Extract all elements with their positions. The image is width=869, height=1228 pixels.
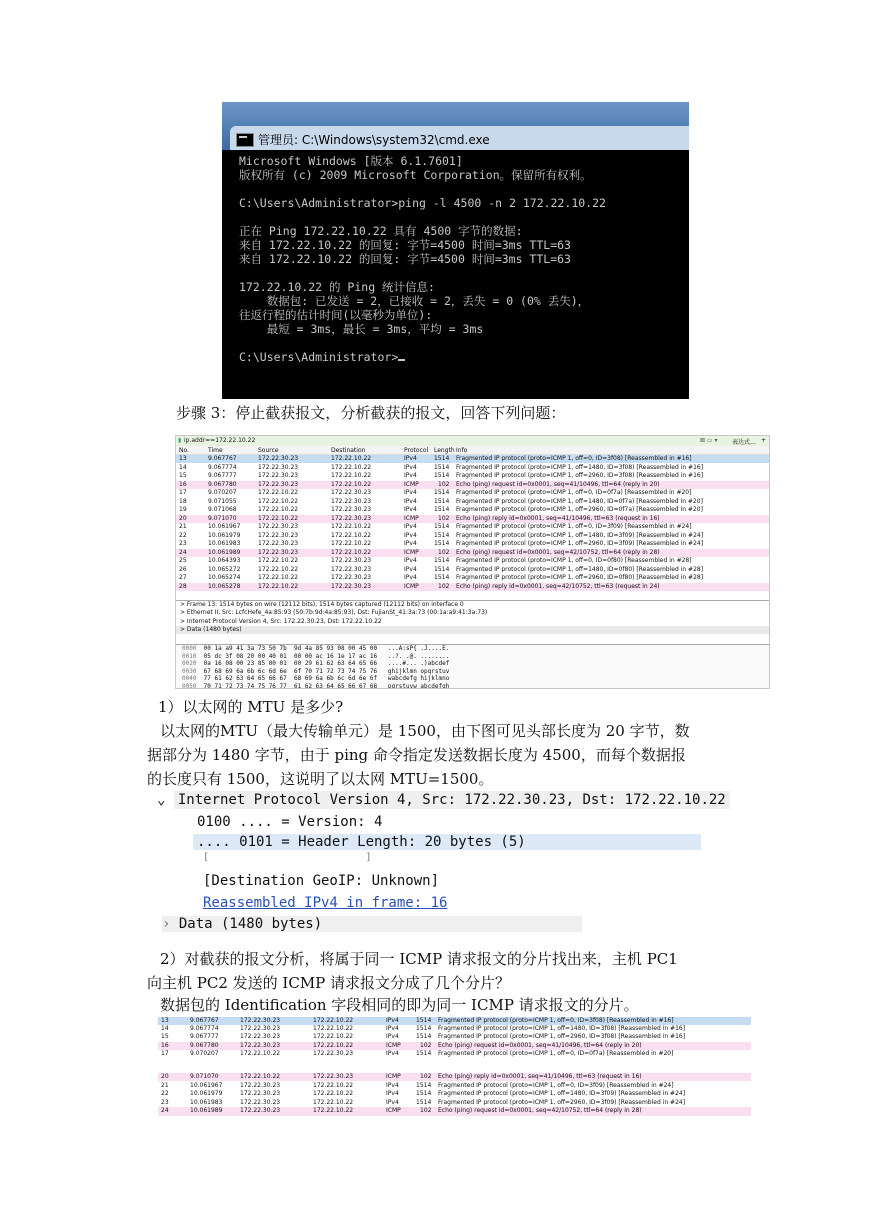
packet-dst: 172.22.10.22 [331,540,372,547]
hex-offset: 0010 [182,652,197,660]
packet-time: 9.067774 [208,463,237,471]
hex-ascii: wabcdefg hijklmno [377,675,450,683]
packet-time: 9.067774 [190,1025,219,1033]
packet-dst: 172.22.10.22 [313,1033,354,1041]
packet-no: 18 [179,497,187,505]
packet-src: 172.22.30.23 [258,540,299,547]
packet-len: 102 [438,548,450,556]
cmd-title: 管理员: C:\Windows\system32\cmd.exe [258,133,490,147]
packet-time: 9.070207 [190,1049,219,1057]
packet-proto: IPv4 [404,574,417,581]
packet-row[interactable] [158,1017,751,1025]
packet-no: 25 [179,557,187,564]
packet-len: 1514 [434,506,450,513]
ip-detail-zoom [157,790,726,940]
packet-row[interactable] [158,1050,751,1058]
detail-row[interactable]: > Internet Protocol Version 4, Src: 172.22.30.23, Dst: 172.22.10.22 [180,617,382,625]
packet-dst: 172.22.10.22 [313,1098,354,1106]
column-header[interactable]: Destination [331,447,366,454]
cmd-line: 最短 = 3ms，最长 = 3ms，平均 = 3ms [239,322,484,336]
packet-proto: ICMP [404,582,419,590]
cmd-line: 正在 Ping 172.22.10.22 具有 4500 字节的数据: [239,224,523,238]
packet-no: 17 [179,489,187,496]
packet-time: 9.071068 [208,506,237,513]
packet-src: 172.22.30.23 [258,480,299,488]
hex-row [176,645,769,653]
packet-row[interactable] [158,1073,751,1081]
cmd-line: 来自 172.22.10.22 的回复: 字节=4500 时间=3ms TTL=63 [239,252,571,266]
packet-no: 23 [161,1098,169,1106]
packet-info: Fragmented IP protocol (proto=ICMP 1, off=0, ID=3f09) [Reassembled in #24] [438,1081,674,1089]
packet-src: 172.22.30.23 [258,523,299,530]
packet-row[interactable] [176,489,769,497]
cmd-line: 版权所有 (c) 2009 Microsoft Corporation。保留所有权利。 [239,168,592,182]
hex-row [176,668,769,676]
packet-dst: 172.22.10.22 [331,463,372,471]
packet-len: 1514 [434,540,450,547]
packet-dst: 172.22.10.22 [313,1025,354,1033]
hex-ascii: ...A:sP{ .J....E. [377,645,450,652]
reassembled-link[interactable]: Reassembled IPv4 in frame: 16 [203,895,448,911]
question-1: 1）以太网的 MTU 是多少? [158,698,344,716]
packet-time: 10.065274 [208,574,241,581]
packet-row[interactable] [176,515,769,523]
packet-time: 9.071055 [208,497,237,505]
packet-dst: 172.22.10.22 [331,548,372,556]
packet-no: 14 [179,463,187,471]
packet-len: 1514 [434,523,450,530]
packet-info: Fragmented IP protocol (proto=ICMP 1, off=0, ID=0f7a) [Reassembled in #20] [438,1049,674,1057]
cmd-line: C:\Users\Administrator>ping -l 4500 -n 2 172.22.10.22 [239,196,606,210]
capture-excerpt [158,1015,751,1118]
packet-no: 16 [179,480,187,488]
packet-row[interactable] [158,1042,751,1050]
packet-info: Echo (ping) request id=0x0001, seq=41/10496, ttl=64 (reply in 20) [456,480,660,488]
hex-row [176,653,769,661]
packet-dst: 172.22.10.22 [313,1081,354,1089]
packet-len: 1514 [434,565,450,573]
packet-len: 1514 [434,557,450,564]
packet-time: 9.067780 [208,480,237,488]
packet-proto: IPv4 [386,1090,399,1098]
hex-offset: 0040 [182,675,197,683]
packet-dst: 172.22.30.23 [331,497,372,505]
packet-proto: IPv4 [404,472,417,479]
packet-info: Fragmented IP protocol (proto=ICMP 1, off=0, ID=0f7a) [Reassembled in #20] [456,489,692,496]
cmd-line: C:\Users\Administrator> [239,350,606,364]
packet-info: Echo (ping) reply id=0x0001, seq=41/10496, ttl=63 (request in 16) [456,514,660,522]
column-header[interactable]: Time [208,447,223,454]
packet-src: 172.22.30.23 [258,548,299,556]
hex-row [176,675,769,683]
packet-row[interactable] [176,532,769,540]
packet-proto: IPv4 [404,463,417,471]
cmd-line: 172.22.10.22 的 Ping 统计信息: [239,280,435,294]
packet-dst: 172.22.10.22 [331,480,372,488]
packet-len: 1514 [416,1049,432,1057]
packet-src: 172.22.10.22 [258,574,299,581]
packet-row[interactable] [176,464,769,472]
packet-time: 9.071070 [208,514,237,522]
packet-row[interactable] [176,455,769,463]
packet-time: 10.061967 [208,523,241,530]
packet-info: Echo (ping) request id=0x0001, seq=42/10752, ttl=64 (reply in 28) [438,1107,642,1115]
packet-row[interactable] [176,557,769,565]
packet-row[interactable] [176,583,769,591]
packet-no: 24 [179,548,187,556]
packet-len: 102 [420,1041,432,1049]
hex-bytes: 67 68 69 6a 6b 6c 6d 6e 6f 70 71 72 73 74 75 76 [196,667,378,675]
packet-row[interactable] [176,549,769,557]
packet-len: 1514 [434,489,450,496]
packet-info: Fragmented IP protocol (proto=ICMP 1, off=1480, ID=3f08) [Reassembled in #16] [438,1025,686,1033]
packet-info: Echo (ping) request id=0x0001, seq=42/10752, ttl=64 (reply in 28) [456,548,660,556]
hex-row [176,683,769,689]
packet-time: 10.065272 [208,565,241,573]
packet-no: 17 [161,1049,169,1057]
packet-no: 20 [179,514,187,522]
packet-row[interactable] [176,472,769,480]
packet-proto: IPv4 [404,497,417,505]
packet-time: 10.061983 [208,540,241,547]
answer-1-line-3: 的长度只有 1500，这说明了以太网 MTU=1500。 [147,770,494,788]
packet-info: Echo (ping) reply id=0x0001, seq=41/10496, ttl=63 (request in 16) [438,1073,642,1080]
packet-info: Fragmented IP protocol (proto=ICMP 1, off=0, ID=3f09) [Reassembled in #24] [456,523,692,530]
packet-no: 26 [179,565,187,573]
hex-ascii: ghijklmn opqrstuv [377,667,450,675]
question-2-line-1: 2）对截获的报文分析，将属于同一 ICMP 请求报文的分片找出来，主机 PC1 [160,950,678,968]
packet-info: Fragmented IP protocol (proto=ICMP 1, off=1480, ID=0f7a) [Reassembled in #20] [456,497,703,505]
packet-row[interactable] [158,1090,751,1098]
packet-info: Fragmented IP protocol (proto=ICMP 1, off=0, ID=3f08) [Reassembled in #16] [438,1017,674,1024]
hex-bytes: 70 71 72 73 74 75 76 77 61 62 63 64 65 66 67 68 [196,682,378,689]
packet-src: 172.22.30.23 [240,1017,281,1024]
packet-len: 1514 [434,497,450,505]
packet-info: Fragmented IP protocol (proto=ICMP 1, off=1480, ID=0f80) [Reassembled in #28] [456,565,704,573]
step3-text: 步骤 3：停止截获报文，分析截获的报文，回答下列问题： [176,404,566,422]
packet-dst: 172.22.10.22 [331,531,372,539]
packet-proto: IPv4 [404,489,417,496]
packet-len: 1514 [434,455,450,462]
cmd-line [239,336,606,350]
packet-info: Echo (ping) reply id=0x0001, seq=42/10752, ttl=63 (request in 24) [456,582,660,590]
add-filter-icon[interactable]: + [761,437,767,444]
hex-bytes: 77 61 62 63 64 65 66 67 68 69 6a 6b 6c 6d 6e 6f [196,675,378,683]
packet-src: 172.22.10.22 [258,582,299,590]
packet-proto: IPv4 [404,523,417,530]
packet-info: Fragmented IP protocol (proto=ICMP 1, off=1480, ID=3f08) [Reassembled in #16] [456,463,704,471]
packet-dst: 172.22.30.23 [313,1073,354,1080]
packet-no: 13 [179,455,187,462]
cursor [398,359,405,361]
packet-time: 10.061979 [208,531,241,539]
geoip-field[interactable]: [Destination GeoIP: Unknown] [203,873,440,889]
ip-header-row[interactable]: ⌄ Internet Protocol Version 4, Src: 172.22.30.23, Dst: 172.22.10.22 [157,792,730,808]
packet-dst: 172.22.10.22 [331,523,372,530]
detail-row[interactable]: > Data (1480 bytes) [176,626,769,634]
packet-dst: 172.22.30.23 [331,565,372,573]
packet-src: 172.22.30.23 [240,1107,281,1115]
packet-no: 20 [161,1073,169,1080]
packet-dst: 172.22.10.22 [313,1107,354,1115]
packet-proto: IPv4 [404,455,417,462]
hex-ascii: ....#... .)abcdef [377,660,450,668]
packet-info: Fragmented IP protocol (proto=ICMP 1, off=2960, ID=3f08) [Reassembled in #16] [456,472,704,479]
packet-dst: 172.22.30.23 [331,582,372,590]
packet-time: 10.064393 [208,557,241,564]
packet-src: 172.22.30.23 [240,1033,281,1041]
column-header[interactable]: No. [179,447,189,454]
packet-info: Fragmented IP protocol (proto=ICMP 1, off=0, ID=3f08) [Reassembled in #16] [456,455,692,462]
packet-len: 1514 [434,574,450,581]
packet-info: Fragmented IP protocol (proto=ICMP 1, off=2960, ID=0f7a) [Reassembled in #20] [456,506,703,513]
packet-src: 172.22.10.22 [258,557,299,564]
packet-proto: IPv4 [404,557,417,564]
column-header[interactable]: Source [258,447,279,454]
packet-row[interactable] [158,1099,751,1107]
hex-row [176,660,769,668]
question-2-line-2: 向主机 PC2 发送的 ICMP 请求报文分成了几个分片？ [147,974,511,992]
hex-offset: 0020 [182,660,197,668]
packet-len: 1514 [416,1081,432,1089]
cmd-line [239,266,606,280]
packet-time: 10.061983 [190,1098,223,1106]
data-row[interactable]: › Data (1480 bytes) [162,916,582,932]
packet-time: 10.061989 [190,1107,223,1115]
cmd-window [222,102,689,399]
version-field[interactable]: 0100 .... = Version: 4 [197,814,383,830]
cmd-line: 来自 172.22.10.22 的回复: 字节=4500 时间=3ms TTL=63 [239,238,571,252]
packet-len: 1514 [434,472,450,479]
cmd-line: 往返行程的估计时间(以毫秒为单位): [239,308,433,322]
packet-dst: 172.22.30.23 [331,557,372,564]
packet-info: Fragmented IP protocol (proto=ICMP 1, off=1480, ID=3f09) [Reassembled in #24] [438,1090,686,1098]
packet-proto: ICMP [386,1073,401,1080]
packet-src: 172.22.30.23 [258,455,299,462]
hex-ascii: pqrstuvw abcdefgh [377,682,450,689]
packet-list-header [176,446,769,455]
hex-ascii: ..?. .@. ........ [377,652,450,660]
packet-dst: 172.22.30.23 [331,506,372,513]
packet-time: 10.061967 [190,1081,223,1089]
packet-proto: ICMP [404,548,419,556]
packet-row[interactable] [176,506,769,514]
packet-proto: ICMP [404,514,419,522]
packet-time: 9.067777 [190,1033,219,1041]
packet-no: 13 [161,1017,169,1024]
expression-button[interactable]: 表达式… [732,439,757,446]
packet-proto: ICMP [386,1041,401,1049]
packet-len: 102 [420,1073,432,1080]
filter-input[interactable]: ip.addr==172.22.10.22 [184,437,256,444]
hex-offset: 0030 [182,667,197,675]
packet-info: Fragmented IP protocol (proto=ICMP 1, off=1480, ID=3f09) [Reassembled in #24] [456,531,704,539]
answer-2: 数据包的 Identification 字段相同的即为同一 ICMP 请求报文的分片。 [160,996,639,1014]
packet-info: Echo (ping) request id=0x0001, seq=41/10496, ttl=64 (reply in 20) [438,1041,642,1049]
packet-len: 1514 [416,1098,432,1106]
header-length-field[interactable]: .... 0101 = Header Length: 20 bytes (5) [193,834,701,850]
packet-len: 1514 [434,463,450,471]
packet-len: 1514 [416,1025,432,1033]
packet-len: 102 [438,582,450,590]
packet-info: Fragmented IP protocol (proto=ICMP 1, off=2960, ID=0f80) [Reassembled in #28] [456,574,704,581]
packet-row[interactable] [176,574,769,582]
packet-proto: IPv4 [386,1049,399,1057]
packet-dst: 172.22.10.22 [313,1041,354,1049]
packet-proto: IPv4 [404,565,417,573]
packet-time: 9.067777 [208,472,237,479]
packet-src: 172.22.30.23 [240,1090,281,1098]
chevron-down-icon[interactable]: ⌄ [157,792,174,808]
packet-len: 102 [420,1107,432,1115]
packet-dst: 172.22.10.22 [331,472,372,479]
packet-no: 24 [161,1107,169,1115]
packet-no: 19 [179,506,187,513]
packet-src: 172.22.10.22 [240,1073,281,1080]
packet-details[interactable] [176,600,769,645]
packet-src: 172.22.10.22 [258,514,299,522]
filter-clear-icon[interactable]: ⊠ ▭ ▾ [700,437,718,444]
packet-dst: 172.22.10.22 [331,455,372,462]
cmd-output [239,154,606,364]
wireshark-window [175,435,770,689]
filter-bookmark-icon[interactable]: ▮ [178,437,182,444]
cmd-line [239,182,606,196]
packet-row[interactable] [158,1107,751,1115]
packet-dst: 172.22.10.22 [313,1090,354,1098]
packet-time: 9.071070 [190,1073,219,1080]
cmd-titlebar [222,102,689,150]
packet-src: 172.22.30.23 [240,1081,281,1089]
packet-row[interactable] [158,1082,751,1090]
answer-1-line-2: 据部分为 1480 字节，由于 ping 命令指定发送数据长度为 4500，而每个数据报 [147,746,686,764]
packet-info: Fragmented IP protocol (proto=ICMP 1, off=2960, ID=3f08) [Reassembled in #16] [438,1033,686,1041]
packet-len: 1514 [416,1033,432,1041]
packet-proto: ICMP [404,480,419,488]
hex-bytes: 05 dc 3f 08 20 00 40 01 00 00 ac 16 1e 17 ac 16 [196,652,378,660]
packet-proto: IPv4 [386,1098,399,1106]
packet-bytes[interactable] [176,644,769,689]
packet-dst: 172.22.30.23 [331,574,372,581]
packet-src: 172.22.30.23 [240,1041,281,1049]
packet-row[interactable] [158,1025,751,1033]
packet-no: 28 [179,582,187,590]
packet-proto: IPv4 [404,540,417,547]
packet-dst: 172.22.30.23 [313,1049,354,1057]
detail-row[interactable]: > Ethernet II, Src: LcfcHefe_4a:85:93 (50:7b:9d:4a:85:93), Dst: FujianSt_41:3a:73 (00:1a:a9:41:3a:73) [180,609,488,617]
packet-src: 172.22.30.23 [240,1025,281,1033]
packet-time: 9.070207 [208,489,237,496]
packet-no: 14 [161,1025,169,1033]
truncated-row: [ ] [203,852,372,863]
packet-row[interactable] [176,566,769,574]
packet-no: 27 [179,574,187,581]
packet-no: 22 [161,1090,169,1098]
detail-row[interactable]: > Frame 13: 1514 bytes on wire (12112 bits), 1514 bytes captured (12112 bits) on interface 0 [180,601,464,608]
chevron-right-icon[interactable]: › [162,916,179,932]
packet-proto: IPv4 [386,1081,399,1089]
packet-src: 172.22.10.22 [258,489,299,496]
packet-time: 10.065278 [208,582,241,590]
cmd-line: Microsoft Windows [版本 6.1.7601] [239,154,463,168]
packet-src: 172.22.10.22 [258,497,299,505]
packet-dst: 172.22.30.23 [331,514,372,522]
packet-src: 172.22.10.22 [258,565,299,573]
packet-time: 10.061979 [190,1090,223,1098]
column-header[interactable]: Length [434,447,455,454]
packet-proto: IPv4 [404,531,417,539]
column-header[interactable]: Protocol [404,447,429,454]
packet-info: Fragmented IP protocol (proto=ICMP 1, off=2960, ID=3f09) [Reassembled in #24] [456,540,704,547]
packet-row[interactable] [176,540,769,548]
packet-no: 21 [161,1081,169,1089]
packet-src: 172.22.30.23 [258,463,299,471]
hex-offset: 0050 [182,682,197,689]
packet-info: Fragmented IP protocol (proto=ICMP 1, off=2960, ID=3f09) [Reassembled in #24] [438,1098,686,1106]
packet-no: 15 [179,472,187,479]
packet-src: 172.22.10.22 [258,506,299,513]
packet-time: 9.067767 [208,455,237,462]
packet-info: Fragmented IP protocol (proto=ICMP 1, off=0, ID=0f80) [Reassembled in #28] [456,557,692,564]
hex-bytes: 0a 16 08 00 23 85 00 01 00 29 61 62 63 64 65 66 [196,660,378,668]
packet-dst: 172.22.30.23 [331,489,372,496]
packet-len: 102 [438,480,450,488]
packet-src: 172.22.30.23 [258,531,299,539]
packet-row[interactable] [176,481,769,489]
packet-src: 172.22.30.23 [258,472,299,479]
packet-no: 15 [161,1033,169,1041]
packet-time: 9.067767 [190,1017,219,1024]
packet-no: 23 [179,540,187,547]
hex-bytes: 00 1a a9 41 3a 73 50 7b 9d 4a 85 93 08 00 45 00 [196,645,378,652]
packet-row[interactable] [176,498,769,506]
packet-len: 1514 [434,531,450,539]
cmd-line [239,210,606,224]
packet-row[interactable] [158,1033,751,1041]
packet-proto: IPv4 [386,1025,399,1033]
column-header[interactable]: Info [456,447,468,454]
packet-no: 22 [179,531,187,539]
packet-no: 16 [161,1041,169,1049]
cmd-line: 数据包: 已发送 = 2，已接收 = 2，丢失 = 0 (0% 丢失)， [239,294,590,308]
packet-row[interactable] [176,523,769,531]
packet-proto: IPv4 [386,1033,399,1041]
packet-len: 1514 [416,1090,432,1098]
hex-offset: 0000 [182,645,197,652]
packet-proto: IPv4 [386,1017,399,1024]
answer-1-line-1: 以太网的MTU（最大传输单元）是 1500，由下图可见头部长度为 20 字节，数 [160,722,690,740]
packet-src: 172.22.30.23 [240,1098,281,1106]
packet-src: 172.22.10.22 [240,1049,281,1057]
packet-len: 102 [438,514,450,522]
packet-time: 10.061989 [208,548,241,556]
packet-dst: 172.22.10.22 [313,1017,354,1024]
packet-proto: IPv4 [404,506,417,513]
packet-time: 9.067780 [190,1041,219,1049]
packet-proto: ICMP [386,1107,401,1115]
packet-len: 1514 [416,1017,432,1024]
packet-no: 21 [179,523,187,530]
cmd-icon [236,133,254,147]
